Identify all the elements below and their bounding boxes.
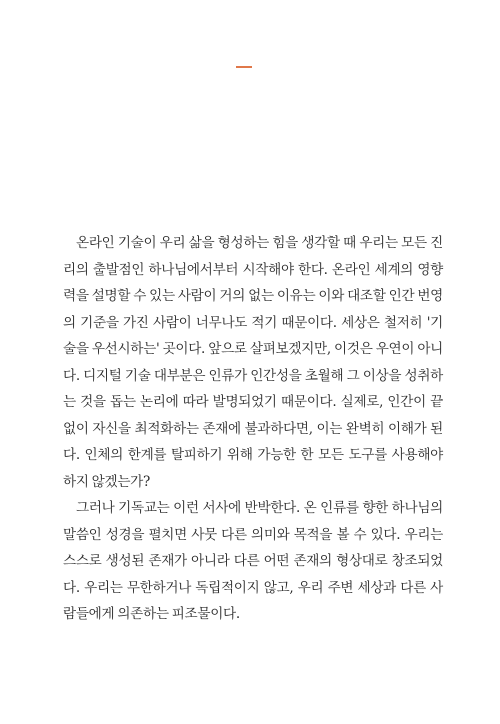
paragraph-1: 온라인 기술이 우리 삶을 형성하는 힘을 생각할 때 우리는 모든 진리의 출발점인 하나님에서부터 시작해야 한다. 온라인 세계의 영향력을 설명할 수 있는 사람이 거의 없는 이유는 이와 대조할 인간 번영의 기준을 가진 사람이 너무나도 적기 때문이다. 세상은 철저히 '기술을 우선시하는' 곳이다. 앞으로 살펴보겠지만, 이것은 우연이 아니다. 디지털 기술 대부분은 인류가 인간성을 초월해 그 이상을 성취하는 것을 돕는 논리에 따라 발명되었기 때문이다. 실제로, 인간이 끝없이 자신을 최적화하는 존재에 불과하다면, 이는 완벽히 이해가 된다. 인체의 한계를 탈피하기 위해 가능한 한 모든 도구를 사용해야 하지 않겠는가? [63, 235, 443, 490]
body-text [63, 230, 443, 628]
section-divider-mark [236, 66, 252, 68]
paragraph-2: 그러나 기독교는 이런 서사에 반박한다. 온 인류를 향한 하나님의 말씀인 성경을 펼치면 사뭇 다른 의미와 목적을 볼 수 있다. 우리는 스스로 생성된 존재가 아니라 다른 어떤 존재의 형상대로 창조되었다. 우리는 무한하거나 독립적이지 않고, 우리 주변 세상과 다른 사람들에게 의존하는 피조물이다. [63, 500, 443, 622]
